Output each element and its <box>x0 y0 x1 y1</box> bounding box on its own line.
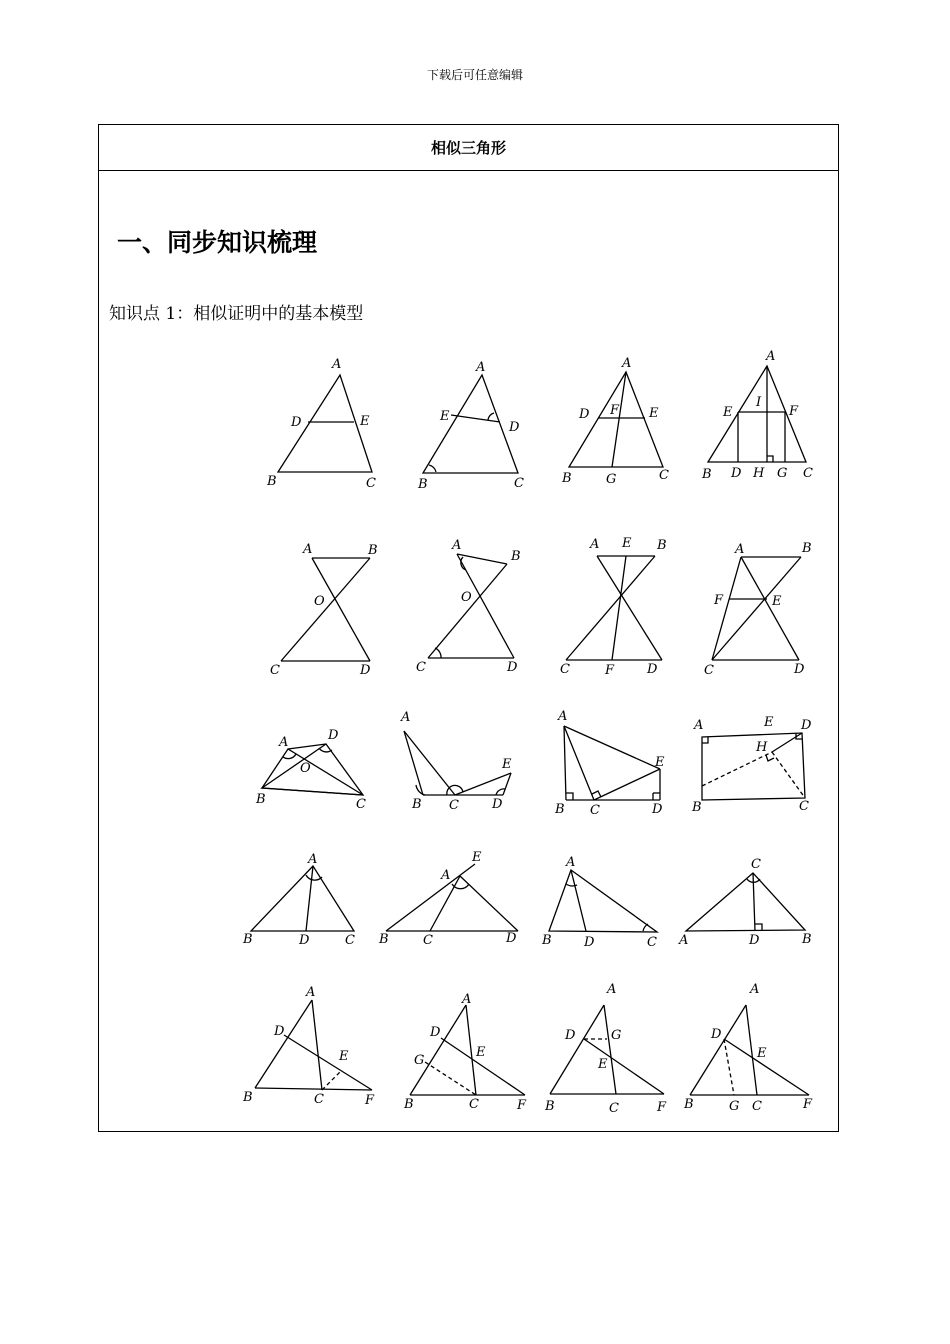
svg-text:A: A <box>735 542 745 557</box>
svg-text:E: E <box>598 1057 608 1072</box>
svg-text:B: B <box>418 477 428 492</box>
page-header: 下载后可任意编辑 <box>426 68 523 82</box>
svg-text:D: D <box>565 1028 576 1043</box>
figure-5-4 <box>683 982 813 1114</box>
section-heading: 一、同步知识梳理 <box>117 228 318 257</box>
svg-text:F: F <box>610 403 620 418</box>
svg-text:G: G <box>606 472 617 487</box>
svg-text:O: O <box>300 761 311 776</box>
figure-4-4 <box>678 857 812 948</box>
svg-text:F: F <box>803 1097 813 1112</box>
svg-text:B: B <box>562 471 572 486</box>
svg-text:C: C <box>751 857 761 872</box>
figure-3-3 <box>554 709 665 818</box>
svg-text:D: D <box>506 931 517 946</box>
svg-text:D: D <box>430 1025 441 1040</box>
svg-text:G: G <box>777 466 788 481</box>
svg-text:B: B <box>243 1090 253 1105</box>
figure-1-1 <box>266 357 376 491</box>
figure-1-3 <box>561 356 669 487</box>
svg-text:H: H <box>753 466 765 481</box>
svg-text:A: A <box>308 852 318 867</box>
svg-text:A: A <box>622 356 632 371</box>
svg-text:A: A <box>303 542 313 557</box>
svg-text:D: D <box>360 663 371 678</box>
figure-3-1 <box>255 728 366 812</box>
figure-4-2 <box>378 850 518 948</box>
svg-text:A: A <box>679 933 689 948</box>
svg-text:I: I <box>756 395 762 410</box>
svg-text:D: D <box>584 935 595 950</box>
svg-text:C: C <box>560 662 570 677</box>
svg-text:G: G <box>414 1053 425 1068</box>
svg-text:B: B <box>802 932 812 947</box>
svg-text:B: B <box>802 541 812 556</box>
svg-text:C: C <box>314 1092 324 1107</box>
svg-text:A: A <box>766 349 776 364</box>
svg-text:A: A <box>462 992 472 1007</box>
svg-text:A: A <box>590 537 600 552</box>
svg-text:A: A <box>332 357 342 372</box>
figure-2-2 <box>416 538 521 675</box>
svg-text:D: D <box>731 466 742 481</box>
svg-text:A: A <box>694 718 704 733</box>
svg-text:B: B <box>692 800 702 815</box>
svg-text:C: C <box>366 476 376 491</box>
svg-text:G: G <box>729 1099 740 1114</box>
svg-text:C: C <box>469 1097 479 1112</box>
svg-text:B: B <box>404 1097 414 1112</box>
figure-1-2 <box>417 360 524 492</box>
svg-text:A: A <box>607 982 617 997</box>
svg-text:E: E <box>772 594 782 609</box>
svg-text:D: D <box>291 415 302 430</box>
svg-text:E: E <box>360 414 370 429</box>
figure-4-3 <box>541 855 657 950</box>
svg-text:B: B <box>368 543 378 558</box>
svg-text:C: C <box>449 798 459 813</box>
svg-text:O: O <box>461 590 472 605</box>
svg-text:D: D <box>711 1027 722 1042</box>
figure-1-4 <box>701 349 813 482</box>
svg-text:E: E <box>764 715 774 730</box>
svg-text:B: B <box>555 802 565 817</box>
svg-text:D: D <box>299 933 310 948</box>
svg-text:C: C <box>659 468 669 483</box>
svg-text:D: D <box>801 718 812 733</box>
figure-2-4 <box>704 541 812 678</box>
svg-text:E: E <box>757 1046 767 1061</box>
figure-3-4 <box>691 715 812 815</box>
svg-text:O: O <box>314 594 325 609</box>
svg-text:D: D <box>749 933 760 948</box>
svg-text:F: F <box>657 1100 667 1115</box>
svg-text:C: C <box>356 797 366 812</box>
figure-2-3 <box>560 536 667 678</box>
svg-text:C: C <box>609 1101 619 1116</box>
frame-title: 相似三角形 <box>99 125 838 171</box>
svg-text:B: B <box>545 1099 555 1114</box>
svg-text:F: F <box>517 1098 527 1113</box>
svg-text:D: D <box>328 728 339 743</box>
svg-text:D: D <box>579 407 590 422</box>
svg-text:C: C <box>799 799 809 814</box>
svg-text:B: B <box>243 932 253 947</box>
svg-text:B: B <box>412 797 422 812</box>
svg-text:E: E <box>440 409 450 424</box>
svg-text:B: B <box>657 538 667 553</box>
svg-text:C: C <box>345 933 355 948</box>
svg-text:H: H <box>756 740 768 755</box>
svg-text:D: D <box>652 802 663 817</box>
svg-text:B: B <box>702 467 712 482</box>
svg-text:C: C <box>590 803 600 818</box>
figure-5-2 <box>403 992 527 1113</box>
svg-text:D: D <box>507 660 518 675</box>
svg-text:E: E <box>649 406 659 421</box>
svg-text:E: E <box>723 405 733 420</box>
svg-text:A: A <box>750 982 760 997</box>
svg-text:E: E <box>339 1049 349 1064</box>
svg-text:B: B <box>684 1097 694 1112</box>
svg-text:D: D <box>647 662 658 677</box>
svg-text:C: C <box>704 663 714 678</box>
svg-text:A: A <box>566 855 576 870</box>
svg-text:F: F <box>605 663 615 678</box>
svg-text:B: B <box>511 549 521 564</box>
svg-text:C: C <box>752 1099 762 1114</box>
svg-text:A: A <box>558 709 568 724</box>
svg-text:A: A <box>279 735 289 750</box>
svg-text:B: B <box>256 792 266 807</box>
svg-text:E: E <box>502 757 512 772</box>
svg-text:C: C <box>514 476 524 491</box>
svg-text:C: C <box>647 935 657 950</box>
svg-text:B: B <box>542 933 552 948</box>
svg-text:C: C <box>416 660 426 675</box>
svg-text:A: A <box>476 360 486 375</box>
svg-text:B: B <box>267 474 277 489</box>
svg-text:D: D <box>492 797 503 812</box>
svg-text:D: D <box>794 662 805 677</box>
figure-5-1 <box>242 985 375 1108</box>
svg-text:E: E <box>476 1045 486 1060</box>
svg-text:A: A <box>401 710 411 725</box>
figure-2-1 <box>270 542 378 678</box>
svg-text:D: D <box>509 420 520 435</box>
svg-text:C: C <box>803 466 813 481</box>
figure-3-2 <box>400 710 512 813</box>
svg-text:F: F <box>714 593 724 608</box>
figure-4-1 <box>242 852 355 948</box>
svg-text:F: F <box>365 1093 375 1108</box>
svg-text:E: E <box>655 755 665 770</box>
knowledge-point-title: 相似证明中的基本模型 <box>193 304 364 324</box>
svg-text:A: A <box>452 538 462 553</box>
svg-text:G: G <box>611 1028 622 1043</box>
svg-text:D: D <box>274 1024 285 1039</box>
svg-text:E: E <box>472 850 482 865</box>
svg-text:E: E <box>622 536 632 551</box>
svg-text:A: A <box>306 985 316 1000</box>
knowledge-point-prefix: 知识点 1： <box>109 304 194 324</box>
figure-5-3 <box>544 982 667 1116</box>
svg-text:A: A <box>441 868 451 883</box>
svg-text:C: C <box>423 933 433 948</box>
svg-text:C: C <box>270 663 280 678</box>
svg-text:B: B <box>379 932 389 947</box>
svg-text:F: F <box>789 404 799 419</box>
